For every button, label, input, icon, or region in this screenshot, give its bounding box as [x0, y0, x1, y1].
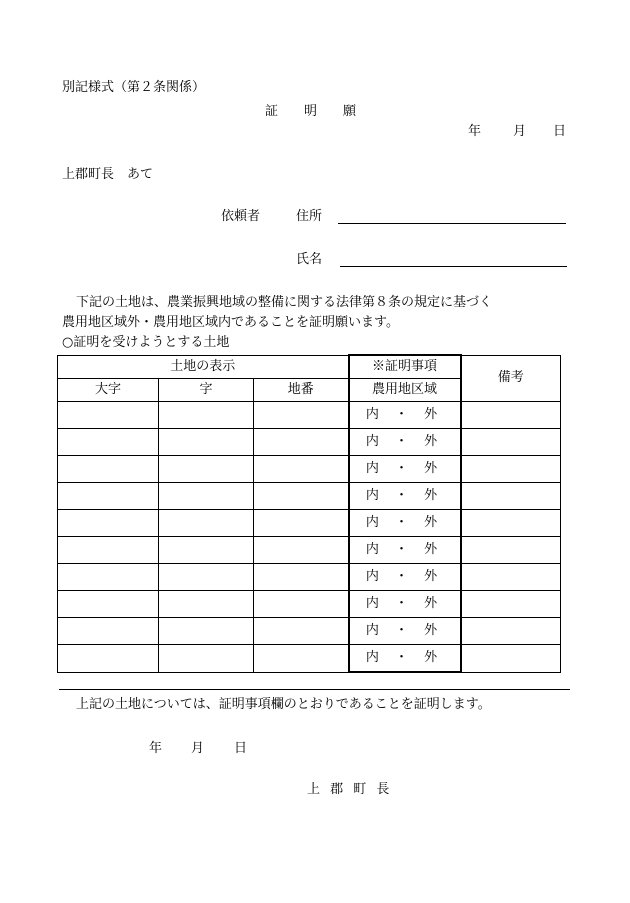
table-row: [58, 618, 561, 645]
name-field[interactable]: [340, 251, 567, 265]
col-chiban: 地番: [254, 379, 349, 402]
header-remarks: 備考: [461, 355, 561, 402]
cell-chiban[interactable]: [254, 618, 349, 645]
page-title: 証明願: [265, 104, 383, 119]
address-underline: [338, 223, 566, 224]
col-aza: 字: [159, 379, 254, 402]
certification-statement: 上記の土地については、証明事項欄のとおりであることを証明します。: [76, 697, 491, 712]
cell-oaza[interactable]: [58, 564, 159, 591]
cell-remarks[interactable]: [461, 645, 561, 673]
cell-area-choice[interactable]: 内 ・ 外: [349, 402, 461, 429]
header-cert: ※証明事項: [349, 355, 461, 379]
cell-oaza[interactable]: [58, 591, 159, 618]
cell-oaza[interactable]: [58, 483, 159, 510]
cell-remarks[interactable]: [461, 456, 561, 483]
col-oaza: 大字: [58, 379, 159, 402]
cell-area-choice[interactable]: 内 ・ 外: [349, 618, 461, 645]
table-row: [58, 510, 561, 537]
cell-chiban[interactable]: [254, 591, 349, 618]
cell-area-choice[interactable]: 内 ・ 外: [349, 483, 461, 510]
cell-remarks[interactable]: [461, 537, 561, 564]
cell-chiban[interactable]: [254, 564, 349, 591]
addressee: 上郡町長 あて: [62, 167, 154, 182]
cell-oaza[interactable]: [58, 402, 159, 429]
table-row: [58, 402, 561, 429]
cell-aza[interactable]: [159, 645, 254, 673]
date-top-month: 月: [513, 124, 527, 139]
cert-date-month: 月: [191, 741, 205, 756]
table-row: [58, 564, 561, 591]
name-underline: [340, 266, 567, 267]
cell-area-choice[interactable]: 内 ・ 外: [349, 591, 461, 618]
applicant-role: 依頼者: [221, 209, 261, 224]
cell-aza[interactable]: [159, 591, 254, 618]
section-heading: ○証明を受けようとする土地: [62, 335, 230, 350]
address-field[interactable]: [338, 208, 566, 222]
cell-chiban[interactable]: [254, 402, 349, 429]
form-label: 別記様式（第２条関係）: [62, 80, 206, 95]
cert-date-day: 日: [234, 741, 248, 756]
cell-chiban[interactable]: [254, 510, 349, 537]
table-row: [58, 537, 561, 564]
cell-remarks[interactable]: [461, 402, 561, 429]
cell-aza[interactable]: [159, 429, 254, 456]
cell-oaza[interactable]: [58, 645, 159, 673]
table-row: [58, 591, 561, 618]
cell-chiban[interactable]: [254, 537, 349, 564]
cell-area-choice[interactable]: 内 ・ 外: [349, 564, 461, 591]
cell-area-choice[interactable]: 内 ・ 外: [349, 429, 461, 456]
cell-remarks[interactable]: [461, 483, 561, 510]
body-line-2: 農用地区域外・農用地区域内であることを証明願います。: [62, 315, 399, 330]
cell-chiban[interactable]: [254, 483, 349, 510]
cell-aza[interactable]: [159, 537, 254, 564]
cell-aza[interactable]: [159, 510, 254, 537]
cell-area-choice[interactable]: 内 ・ 外: [349, 456, 461, 483]
cell-chiban[interactable]: [254, 429, 349, 456]
cert-date-year: 年: [149, 741, 163, 756]
col-area: 農用地区域: [349, 379, 461, 402]
cell-remarks[interactable]: [461, 564, 561, 591]
cell-oaza[interactable]: [58, 456, 159, 483]
divider: [59, 689, 570, 690]
cell-aza[interactable]: [159, 456, 254, 483]
address-label: 住所: [296, 209, 323, 224]
cell-remarks[interactable]: [461, 510, 561, 537]
cell-remarks[interactable]: [461, 618, 561, 645]
cell-chiban[interactable]: [254, 456, 349, 483]
cell-oaza[interactable]: [58, 429, 159, 456]
cell-oaza[interactable]: [58, 510, 159, 537]
cell-aza[interactable]: [159, 402, 254, 429]
body-line-1: 下記の土地は、農業振興地域の整備に関する法律第８条の規定に基づく: [76, 295, 493, 310]
cell-aza[interactable]: [159, 618, 254, 645]
cell-aza[interactable]: [159, 564, 254, 591]
cell-aza[interactable]: [159, 483, 254, 510]
cell-remarks[interactable]: [461, 429, 561, 456]
cell-area-choice[interactable]: 内 ・ 外: [349, 537, 461, 564]
cell-area-choice[interactable]: 内 ・ 外: [349, 645, 461, 673]
cell-oaza[interactable]: [58, 618, 159, 645]
cell-oaza[interactable]: [58, 537, 159, 564]
table-row: [58, 645, 561, 673]
date-top-day: 日: [553, 124, 567, 139]
table-row: [58, 456, 561, 483]
cell-chiban[interactable]: [254, 645, 349, 673]
signer: 上 郡 町 長: [307, 782, 393, 797]
land-table: [57, 354, 561, 673]
name-label: 氏名: [296, 252, 323, 267]
table-row: [58, 483, 561, 510]
header-land: 土地の表示: [58, 355, 349, 379]
cell-area-choice[interactable]: 内 ・ 外: [349, 510, 461, 537]
table-row: [58, 429, 561, 456]
date-top-year: 年: [468, 124, 482, 139]
cell-remarks[interactable]: [461, 591, 561, 618]
